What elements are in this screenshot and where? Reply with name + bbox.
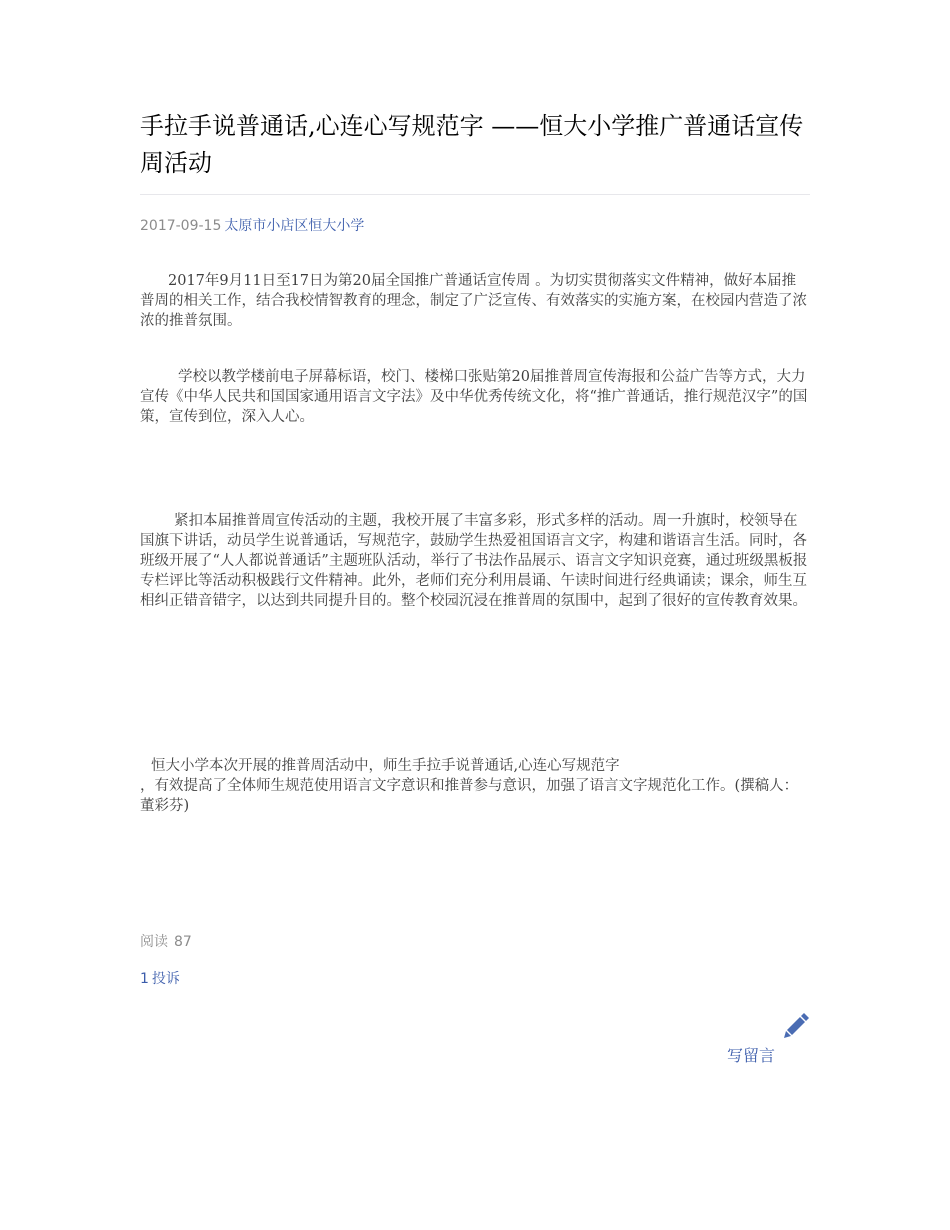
closing-text: ，有效提高了全体师生规范使用语言文字意识和推普参与意识，加强了语言文字规范化工作。(撰稿人：董彩芬) xyxy=(140,778,799,814)
article-footer xyxy=(140,932,810,989)
closing-paragraph xyxy=(140,756,810,816)
publish-date: 2017-09-15 xyxy=(140,218,222,234)
article-title: 手拉手说普通话,心连心写规范字 ——恒大小学推广普通话宣传周活动 xyxy=(140,108,810,195)
paragraph: 学校以教学楼前电子屏幕标语，校门、楼梯口张贴第20届推普周宣传海报和公益广告等方式，大力宣传《中华人民共和国国家通用语言文字法》及中华优秀传统文化，将“推广普通话，推行规范汉字”的国策，宣传到位，深入人心。 xyxy=(140,369,808,425)
article-meta xyxy=(140,216,810,236)
report-link[interactable]: 投诉 xyxy=(151,971,180,987)
closing-line: 恒大小学本次开展的推普周活动中，师生手拉手说普通话,心连心写规范字 xyxy=(151,758,620,774)
article-content xyxy=(140,271,810,816)
write-comment-button[interactable] xyxy=(726,1011,816,1071)
read-number: 87 xyxy=(174,934,192,950)
write-comment-label: 写留言 xyxy=(727,1046,776,1065)
read-label: 阅读 xyxy=(140,934,168,950)
paragraph: 紧扣本届推普周宣传活动的主题，我校开展了丰富多彩，形式多样的活动。周一升旗时，校领导在国旗下讲话，动员学生说普通话，写规范字，鼓励学生热爱祖国语言文字，构建和谐语言生活。同时，各班级开展了“人人都说普通话”主题班队活动，举行了书法作品展示、语言文字知识竞赛，通过班级黑板报专栏评比等活动积极践行文件精神。此外，老师们充分利用晨诵、午读时间进行经典诵读；课余，师生互相纠正错音错字，以达到共同提升目的。整个校园沉浸在推普周的氛围中，起到了很好的宣传教育效果。 xyxy=(140,513,808,609)
report-count: 1 xyxy=(140,971,149,987)
pencil-icon xyxy=(779,1011,811,1043)
read-count xyxy=(140,932,810,952)
account-name-link[interactable]: 太原市小店区恒大小学 xyxy=(224,218,365,234)
report-row xyxy=(140,969,810,989)
paragraph: 2017年9月11日至17日为第20届全国推广普通话宣传周 。为切实贯彻落实文件精神，做好本届推普周的相关工作，结合我校情智教育的理念，制定了广泛宣传、有效落实的实施方案，在校园内营造了浓浓的推普氛围。 xyxy=(140,273,807,329)
article xyxy=(140,108,810,816)
